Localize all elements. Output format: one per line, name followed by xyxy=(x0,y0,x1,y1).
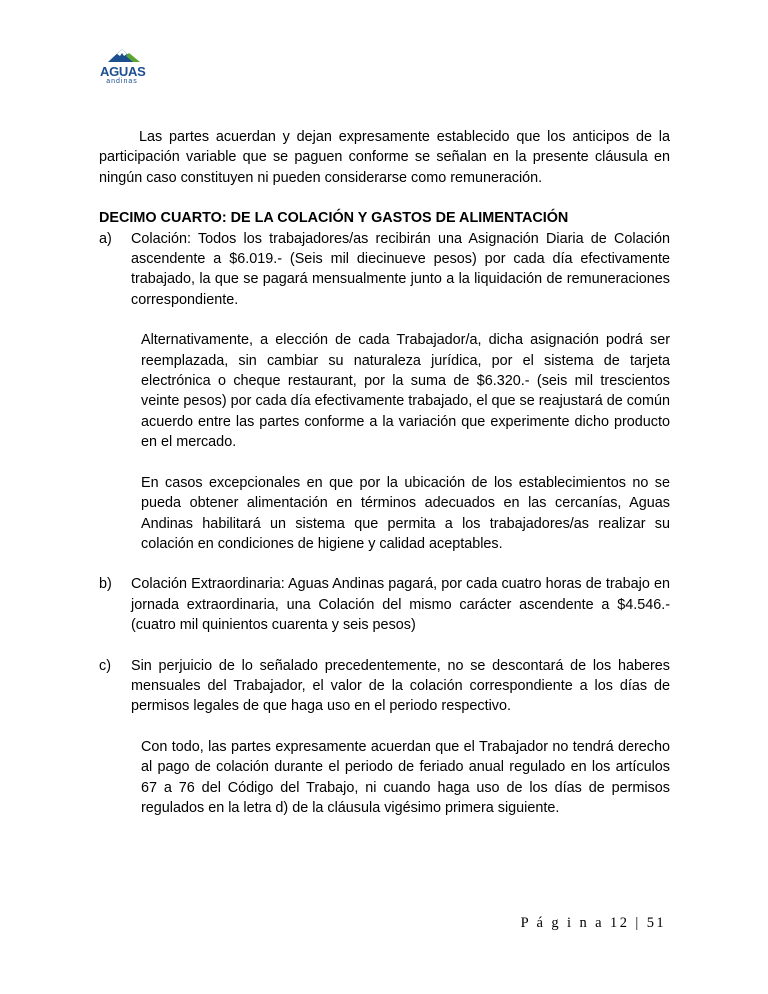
logo-name: AGUAS xyxy=(100,64,146,79)
item-a-paragraph-2: En casos excepcionales en que por la ubicación de los establecimientos no se pueda obtener alimentación en términos adecuados en las cercanías, Aguas Andinas habilitará un sistema que permita a los trabajadores/as realizar su colación en condiciones de higiene y calidad aceptables. xyxy=(141,474,670,552)
page-number: P á g i n a 12 | 51 xyxy=(520,915,666,931)
section-heading: DECIMO CUARTO: DE LA COLACIÓN Y GASTOS DE ALIMENTACIÓN xyxy=(99,210,569,227)
list-item-c xyxy=(99,656,670,717)
list-item-a xyxy=(99,229,670,311)
list-marker: b) xyxy=(99,576,112,593)
intro-paragraph: Las partes acuerdan y dejan expresamente establecido que los anticipos de la participación variable que se paguen conforme se señalan en la presente cláusula en ningún caso constituyen ni pueden considerarse como remuneración. xyxy=(99,129,670,186)
document-body xyxy=(99,127,670,818)
list-marker: c) xyxy=(99,657,111,674)
item-c-paragraph: Con todo, las partes expresamente acuerdan que el Trabajador no tendrá derecho al pago de colación durante el periodo de feriado anual regulado en los artículos 67 a 76 del Código del Trabajo, ni cuando haga uso de los días de permisos regulados en la letra d) de la cláusula vigésimo primera siguiente. xyxy=(141,738,670,816)
list-item-text: Colación Extraordinaria: Aguas Andinas pagará, por cada cuatro horas de trabajo en jornada extraordinaria, una Colación del mismo carácter ascendente a $4.546.- (cuatro mil quinientos cuarenta y seis pesos) xyxy=(131,576,670,634)
list-item-text: Colación: Todos los trabajadores/as recibirán una Asignación Diaria de Colación ascendente a $6.019.- (Seis mil diecinueve pesos) por cada día efectivamente trabajado, la que se pagará mensualmente junto a la liquidación de remuneraciones correspondiente. xyxy=(131,230,670,308)
list-item-text: Sin perjuicio de lo señalado precedentemente, no se descontará de los haberes mensuales del Trabajador, el valor de la colación correspondiente a los días de permisos legales de que haga uso en el periodo respectivo. xyxy=(131,657,670,715)
logo-subtitle: andinas xyxy=(106,78,138,85)
list-item-b xyxy=(99,574,670,635)
list-marker: a) xyxy=(99,230,112,247)
item-a-paragraph-1: Alternativamente, a elección de cada Trabajador/a, dicha asignación podrá ser reemplazada, sin cambiar su naturaleza jurídica, por el sistema de tarjeta electrónica o cheque restaurant, por la suma de $6.320.- (seis mil trescientos veinte pesos) por cada día efectivamente trabajado, el que se reajustará de común acuerdo entre las partes conforme a la variación que experimente dicho producto en el mercado. xyxy=(141,332,670,451)
